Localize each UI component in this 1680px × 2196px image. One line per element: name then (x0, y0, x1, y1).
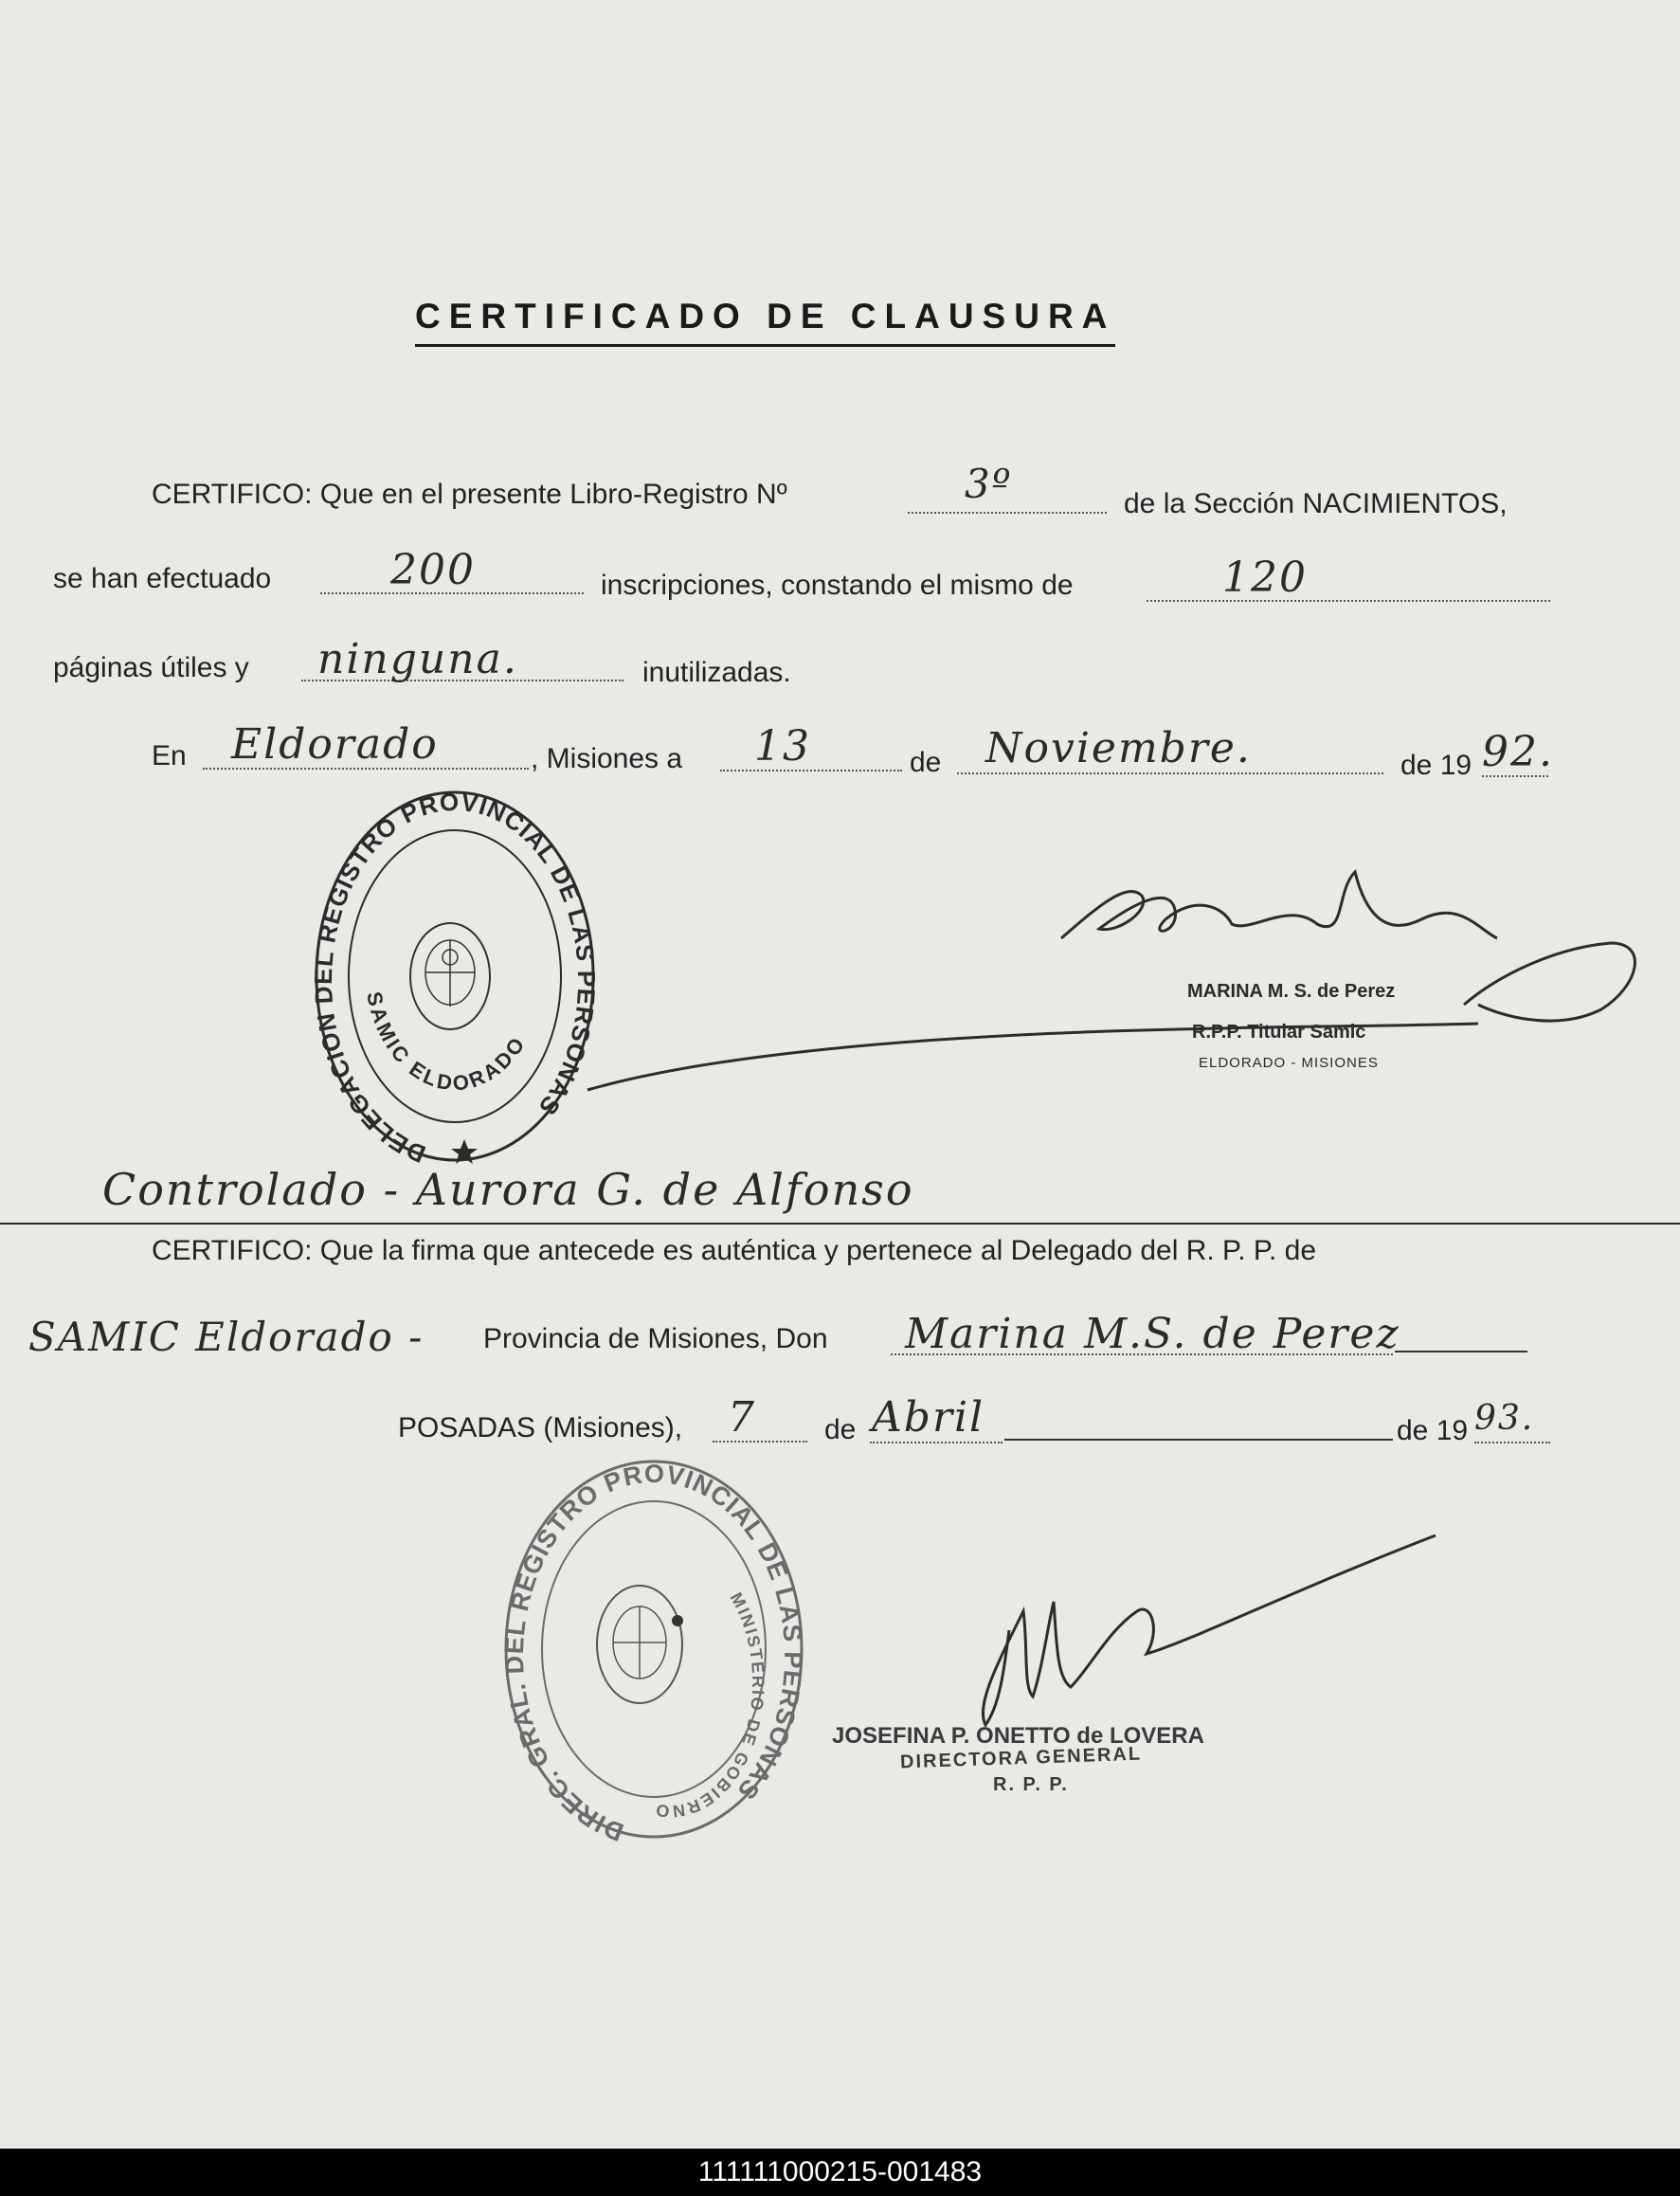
paginas-value: 120 (1222, 554, 1308, 602)
stamp1-outer-text: DELEGACION DEL REGISTRO PROVINCIAL DE LAS PERSONAS (308, 787, 602, 1166)
cert2-nombre-value: Marina M.S. de Perez (905, 1310, 1400, 1358)
cert2-line3-de: de (824, 1414, 857, 1445)
cert1-line1-prefix: CERTIFICO: Que en el presente Libro-Registro Nº (152, 479, 787, 510)
signature1-place: ELDORADO - MISIONES (1199, 1055, 1379, 1071)
cert1-line4-de19: de 19 (1400, 750, 1472, 781)
signature2-org: R. P. P. (993, 1774, 1069, 1795)
anio-value: 92. (1482, 728, 1554, 776)
inutilizadas-value: ninguna. (317, 635, 518, 683)
signature2-role: DIRECTORA GENERAL (899, 1743, 1143, 1773)
cert2-anio-value: 93. (1474, 1399, 1535, 1438)
cert2-line2-middle: Provincia de Misiones, Don (483, 1323, 828, 1354)
stamp2-outer-text: DIREC. GRAL. DEL REGISTRO PROVINCIAL DE LAS PERSONAS (499, 1459, 808, 1843)
inscripciones-value: 200 (390, 546, 476, 594)
dia-value: 13 (754, 722, 811, 771)
cert1-line2-prefix: se han efectuado (53, 563, 272, 594)
cert2-mes-value: Abril (872, 1393, 985, 1442)
cert1-line3-suffix: inutilizadas. (642, 657, 791, 688)
cert2-dia-value: 7 (728, 1393, 756, 1442)
lugar-value: Eldorado (231, 720, 439, 769)
signature1-role: R.P.P. Titular Samic (1192, 1022, 1366, 1043)
cert2-lugar-value: SAMIC Eldorado - (28, 1314, 425, 1360)
cert1-line4-misiones: , Misiones a (531, 743, 683, 774)
stamp2-inner-text: MINISTERIO DE GOBIERNO (653, 1588, 768, 1822)
signature2-name: JOSEFINA P. ONETTO de LOVERA (832, 1723, 1204, 1749)
cert2-line3-prefix: POSADAS (Misiones), (398, 1412, 683, 1443)
cert1-line4-de: de (910, 747, 942, 778)
cert1-line4-en: En (152, 740, 187, 771)
stamp1-inner-text: SAMIC ELDORADO (362, 989, 532, 1096)
cert1-line1-suffix: de la Sección NACIMIENTOS, (1124, 488, 1508, 519)
document-id-footer: 111111000215-001483 (0, 2149, 1680, 2196)
libro-number-value: 3º (965, 461, 1013, 507)
mes-value: Noviembre. (985, 724, 1252, 772)
cert2-line1: CERTIFICO: Que la firma que antecede es auténtica y pertenece al Delegado del R. P. P. de (152, 1235, 1317, 1266)
cert2-line3-de19: de 19 (1397, 1415, 1469, 1446)
controlado-annotation: Controlado - Aurora G. de Alfonso (102, 1164, 914, 1215)
cert1-line3-prefix: páginas útiles y (53, 652, 249, 683)
document-title: CERTIFICADO DE CLAUSURA (415, 297, 1115, 347)
signature1-name: MARINA M. S. de Perez (1187, 981, 1396, 1002)
cert1-line2-middle: inscripciones, constando el mismo de (601, 570, 1074, 601)
